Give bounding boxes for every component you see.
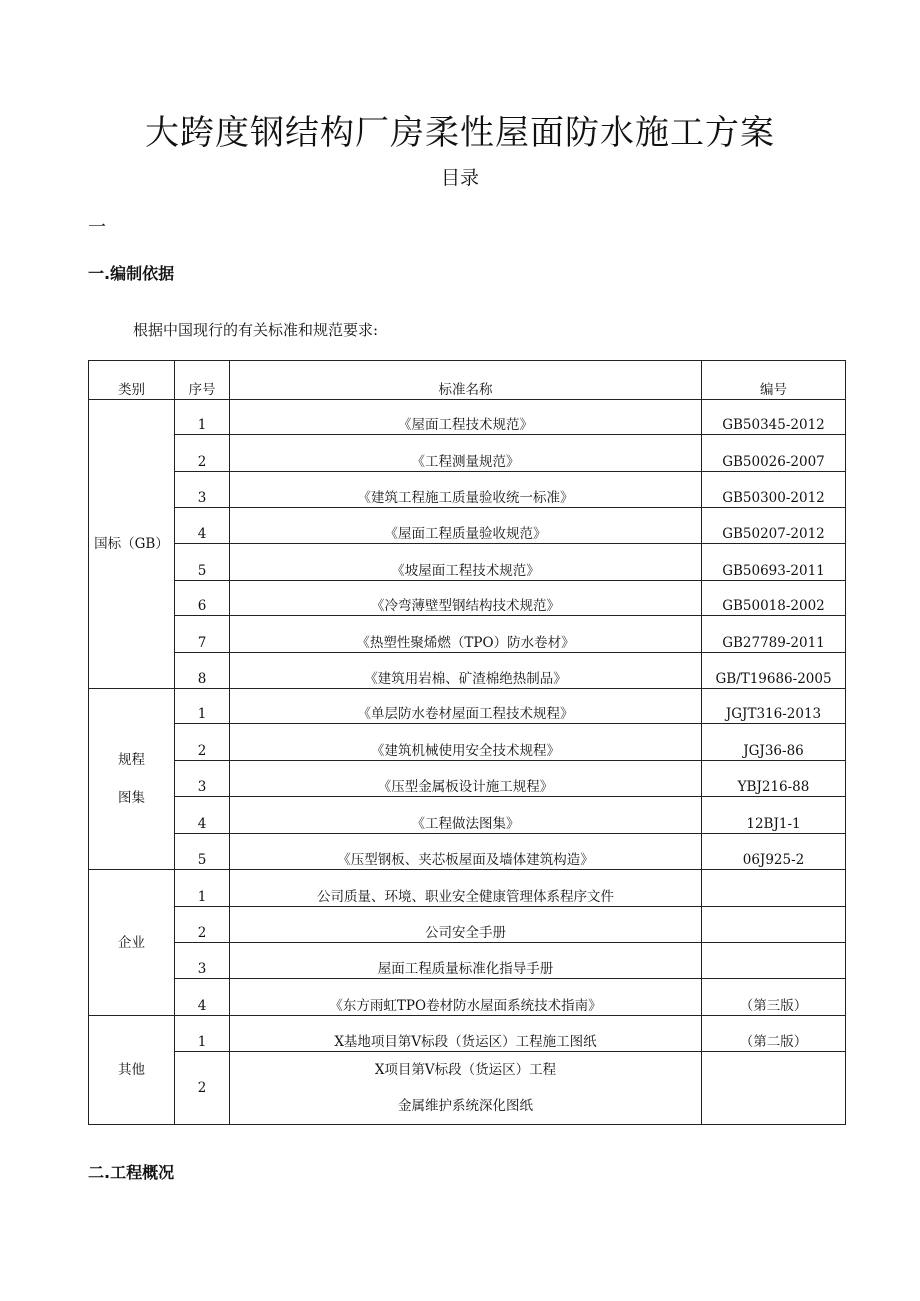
table-row: [89, 689, 846, 724]
row-number: 3: [175, 943, 230, 979]
category-cell: 其他: [89, 1016, 175, 1125]
row-number: 2: [175, 435, 230, 472]
standard-name: 《东方雨虹TPO卷材防水屋面系统技术指南》: [230, 979, 702, 1016]
standard-name: 《冷弯薄壁型钢结构技术规范》: [230, 581, 702, 616]
row-number: 1: [175, 400, 230, 435]
row-number: 3: [175, 472, 230, 508]
standard-name: 《压型金属板设计施工规程》: [230, 761, 702, 797]
header-standard-name: 标准名称: [230, 361, 702, 400]
table-row: [89, 400, 846, 435]
header-code: 编号: [702, 361, 846, 400]
standard-code: GB27789-2011: [702, 616, 846, 653]
table-row: [89, 797, 846, 834]
table-row: [89, 724, 846, 761]
standard-name: 《建筑工程施工质量验收统一标准》: [230, 472, 702, 508]
standard-code: 12BJ1-1: [702, 797, 846, 834]
standard-name-line: X项目第V标段（货运区）工程: [374, 1062, 557, 1078]
table-row: [89, 653, 846, 689]
standard-code: [702, 1052, 846, 1125]
standard-name: 《屋面工程质量验收规范》: [230, 508, 702, 544]
table-row: [89, 834, 846, 870]
row-number: 6: [175, 581, 230, 616]
row-number: 4: [175, 508, 230, 544]
category-cell: [89, 689, 175, 870]
table-header-row: [89, 361, 846, 400]
standard-name: 《屋面工程技术规范》: [230, 400, 702, 435]
table-row: [89, 979, 846, 1016]
table-row: [89, 508, 846, 544]
table-row: [89, 544, 846, 581]
standard-code: YBJ216-88: [702, 761, 846, 797]
row-number: 7: [175, 616, 230, 653]
row-number: 4: [175, 979, 230, 1016]
category-line: 规程: [118, 752, 145, 768]
standard-code: GB50693-2011: [702, 544, 846, 581]
row-number: 1: [175, 689, 230, 724]
standard-name-line: 金属维护系统深化图纸: [398, 1098, 533, 1114]
toc-heading: 目录: [440, 167, 479, 189]
standard-name: 《单层防水卷材屋面工程技术规程》: [230, 689, 702, 724]
table-row: [89, 907, 846, 943]
standard-code: [702, 943, 846, 979]
standard-code: JGJT316-2013: [702, 689, 846, 724]
standard-name: 《工程测量规范》: [230, 435, 702, 472]
standard-code: JGJ36-86: [702, 724, 846, 761]
standard-name: 屋面工程质量标准化指导手册: [230, 943, 702, 979]
standard-code: GB50207-2012: [702, 508, 846, 544]
row-number: 1: [175, 1016, 230, 1052]
row-number: 2: [175, 1052, 230, 1125]
row-number: 2: [175, 907, 230, 943]
table-row: [89, 435, 846, 472]
header-number: 序号: [175, 361, 230, 400]
standard-code: GB50345-2012: [702, 400, 846, 435]
row-number: 3: [175, 761, 230, 797]
standard-name: 《热塑性聚烯燃（TPO）防水卷材》: [230, 616, 702, 653]
standard-code: 06J925-2: [702, 834, 846, 870]
standard-name: 《压型钢板、夹芯板屋面及墙体建筑构造》: [230, 834, 702, 870]
table-row: [89, 616, 846, 653]
standard-code: GB50300-2012: [702, 472, 846, 508]
row-number: 8: [175, 653, 230, 689]
standard-name: 《工程做法图集》: [230, 797, 702, 834]
standard-name: 《建筑机械使用安全技术规程》: [230, 724, 702, 761]
table-row: [89, 1016, 846, 1052]
header-category: 类别: [89, 361, 175, 400]
category-cell: 企业: [89, 870, 175, 1016]
category-line: 图集: [118, 790, 145, 806]
row-number: 5: [175, 834, 230, 870]
intro-paragraph: 根据中国现行的有关标准和规范要求:: [133, 321, 379, 339]
section-heading-basis: 一.编制依据: [88, 264, 175, 283]
section-heading-overview: 二.工程概况: [88, 1163, 175, 1182]
category-cell: 国标（GB）: [89, 400, 175, 689]
standard-name: 《建筑用岩棉、矿渣棉绝热制品》: [230, 653, 702, 689]
document-title: 大跨度钢结构厂房柔性屋面防水施工方案: [145, 113, 775, 153]
table-row: [89, 761, 846, 797]
standard-code: GB/T19686-2005: [702, 653, 846, 689]
row-number: 5: [175, 544, 230, 581]
table-row: [89, 943, 846, 979]
standard-code: （第二版）: [702, 1016, 846, 1052]
toc-item: 一: [88, 217, 106, 238]
table-row: [89, 581, 846, 616]
row-number: 2: [175, 724, 230, 761]
standard-code: GB50026-2007: [702, 435, 846, 472]
table-row: [89, 870, 846, 907]
standard-code: （第三版）: [702, 979, 846, 1016]
standard-name: 公司质量、环境、职业安全健康管理体系程序文件: [230, 870, 702, 907]
standard-name: 《坡屋面工程技术规范》: [230, 544, 702, 581]
table-row: [89, 472, 846, 508]
standard-code: [702, 907, 846, 943]
standard-code: [702, 870, 846, 907]
row-number: 4: [175, 797, 230, 834]
standard-code: GB50018-2002: [702, 581, 846, 616]
standard-name: X基地项目第V标段（货运区）工程施工图纸: [230, 1016, 702, 1052]
standard-name: 公司安全手册: [230, 907, 702, 943]
standards-table: [88, 360, 846, 1125]
row-number: 1: [175, 870, 230, 907]
table-row: [89, 1052, 846, 1125]
standard-name: [230, 1052, 702, 1125]
